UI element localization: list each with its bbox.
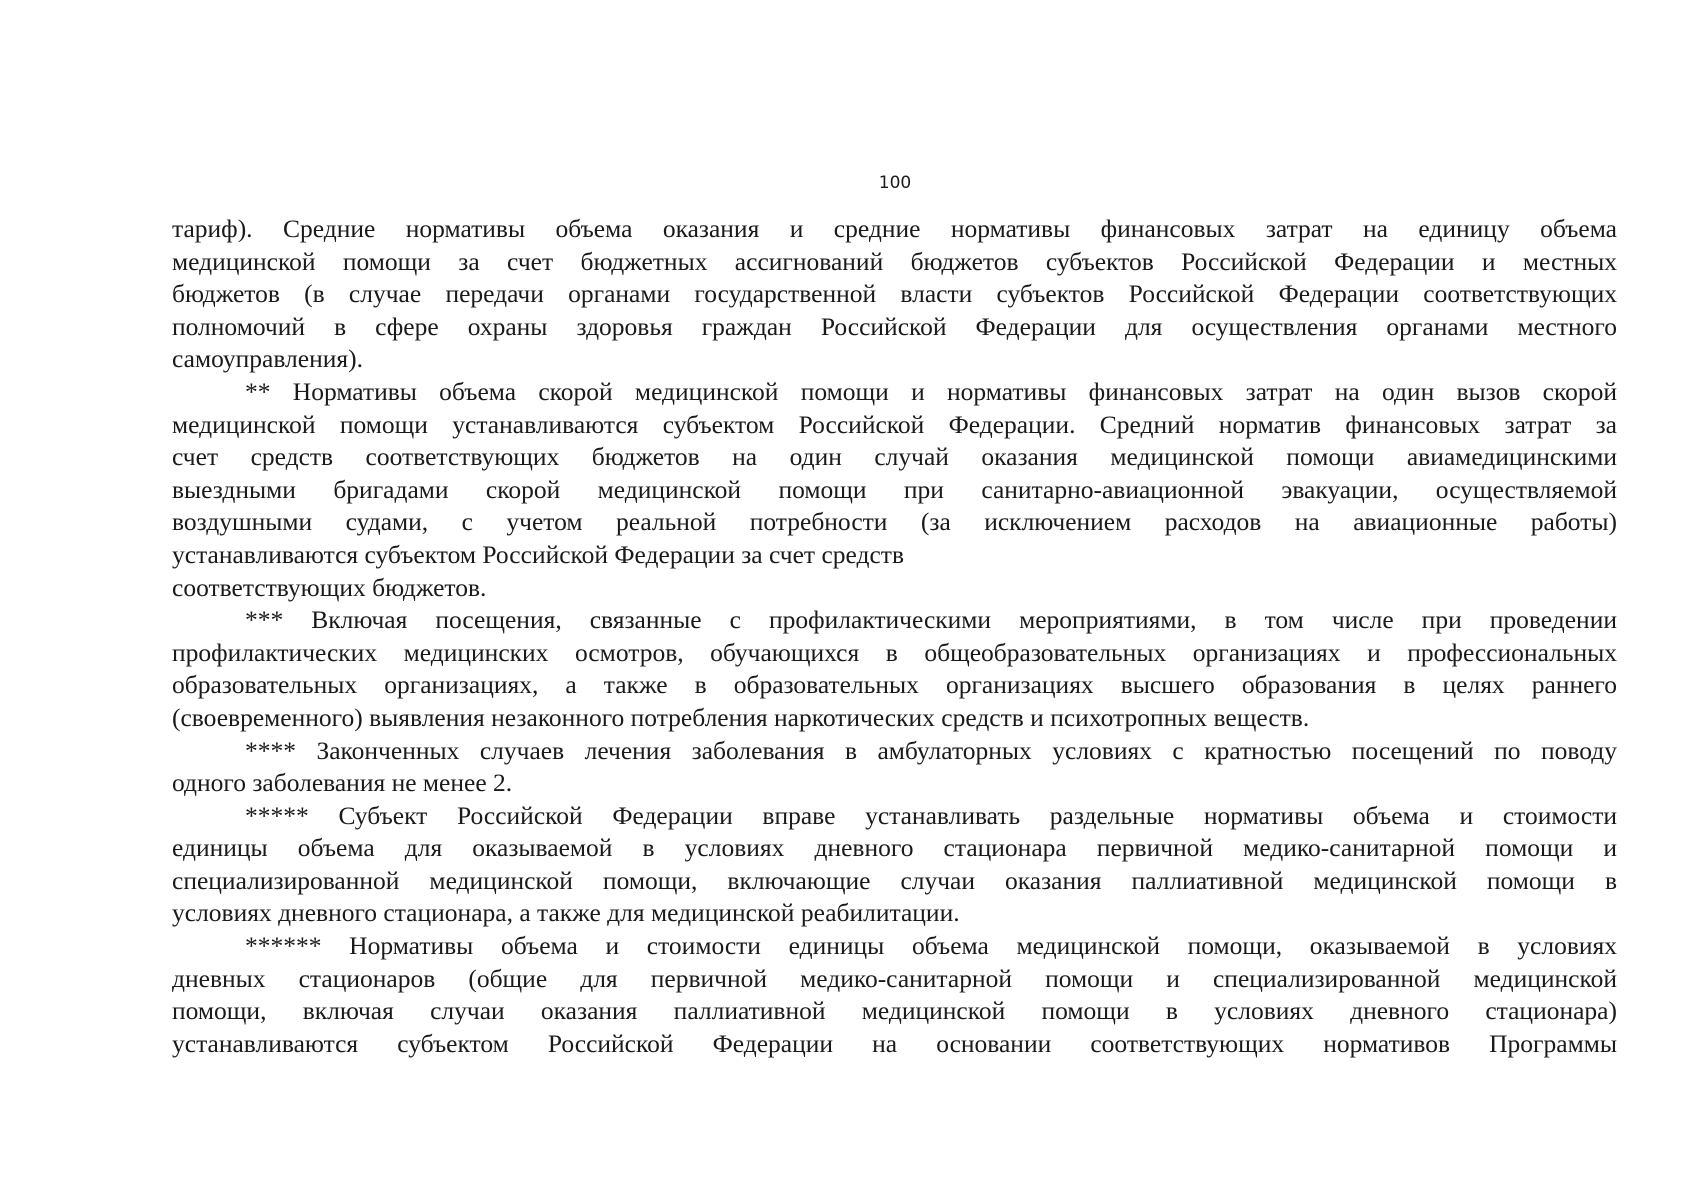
footnote-2-ambulance xyxy=(172,376,1617,604)
text-line: бюджетов (в случае передачи органами государственной власти субъектов Российской Федерации соответствующих xyxy=(172,279,1617,309)
text-line: выездными бригадами скорой медицинской помощи при санитарно-авиационной эвакуации, осуществляемой xyxy=(172,474,1617,504)
text-line: устанавливаются субъектом Российской Федерации за счет средств xyxy=(172,539,904,569)
text-line: одного заболевания не менее 2. xyxy=(172,768,513,798)
footnote-4-completed-cases xyxy=(172,735,1617,800)
text-line: соответствующих бюджетов. xyxy=(172,572,487,602)
text-line: (своевременного) выявления незаконного потребления наркотических средств и психотропных веществ. xyxy=(172,702,1310,732)
text-line: **** Законченных случаев лечения заболевания в амбулаторных условиях с кратностью посещений по поводу xyxy=(245,735,1617,765)
text-line: дневных стационаров (общие для первичной медико-санитарной помощи и специализированной медицинской xyxy=(172,963,1617,993)
text-line: медицинской помощи за счет бюджетных ассигнований бюджетов субъектов Российской Федерации и местных xyxy=(172,246,1617,276)
page-number: 100 xyxy=(878,173,912,193)
text-line: самоуправления). xyxy=(172,344,363,374)
text-line: ***** Субъект Российской Федерации вправе устанавливать раздельные нормативы объема и стоимости xyxy=(245,800,1617,830)
text-line: *** Включая посещения, связанные с профилактическими мероприятиями, в том числе при проведении xyxy=(245,605,1617,635)
footnote-3-visits xyxy=(172,604,1617,734)
text-line: помощи, включая случаи оказания паллиативной медицинской помощи в условиях дневного стационара) xyxy=(172,996,1617,1026)
footnote-6-day-hospitals-norms xyxy=(172,930,1617,1060)
text-line: ** Нормативы объема скорой медицинской помощи и нормативы финансовых затрат на один вызов скорой xyxy=(245,376,1617,406)
paragraph-tariff-continuation xyxy=(172,213,1617,376)
text-line: устанавливаются субъектом Российской Федерации на основании соответствующих нормативов Программы xyxy=(172,1028,1617,1058)
text-line: воздушными судами, с учетом реальной потребности (за исключением расходов на авиационные работы) xyxy=(172,507,1617,537)
text-line: полномочий в сфере охраны здоровья граждан Российской Федерации для осуществления органами местного xyxy=(172,311,1617,341)
document-body xyxy=(172,213,1617,1060)
text-line: единицы объема для оказываемой в условиях дневного стационара первичной медико-санитарной помощи и xyxy=(172,833,1617,863)
text-line: счет средств соответствующих бюджетов на один случай оказания медицинской помощи авиамедицинскими xyxy=(172,442,1617,472)
text-line: ****** Нормативы объема и стоимости единицы объема медицинской помощи, оказываемой в условиях xyxy=(245,931,1617,961)
footnote-5-day-hospital xyxy=(172,800,1617,930)
text-line: профилактических медицинских осмотров, обучающихся в общеобразовательных организациях и профессиональных xyxy=(172,637,1617,667)
text-line: медицинской помощи устанавливаются субъектом Российской Федерации. Средний норматив финансовых затрат за xyxy=(172,409,1617,439)
text-line: тариф). Средние нормативы объема оказания и средние нормативы финансовых затрат на единицу объема xyxy=(172,214,1617,243)
text-line: образовательных организациях, а также в образовательных организациях высшего образования в целях раннего xyxy=(172,670,1617,700)
text-line: условиях дневного стационара, а также для медицинской реабилитации. xyxy=(172,898,960,928)
text-line: специализированной медицинской помощи, включающие случаи оказания паллиативной медицинской помощи в xyxy=(172,865,1617,895)
